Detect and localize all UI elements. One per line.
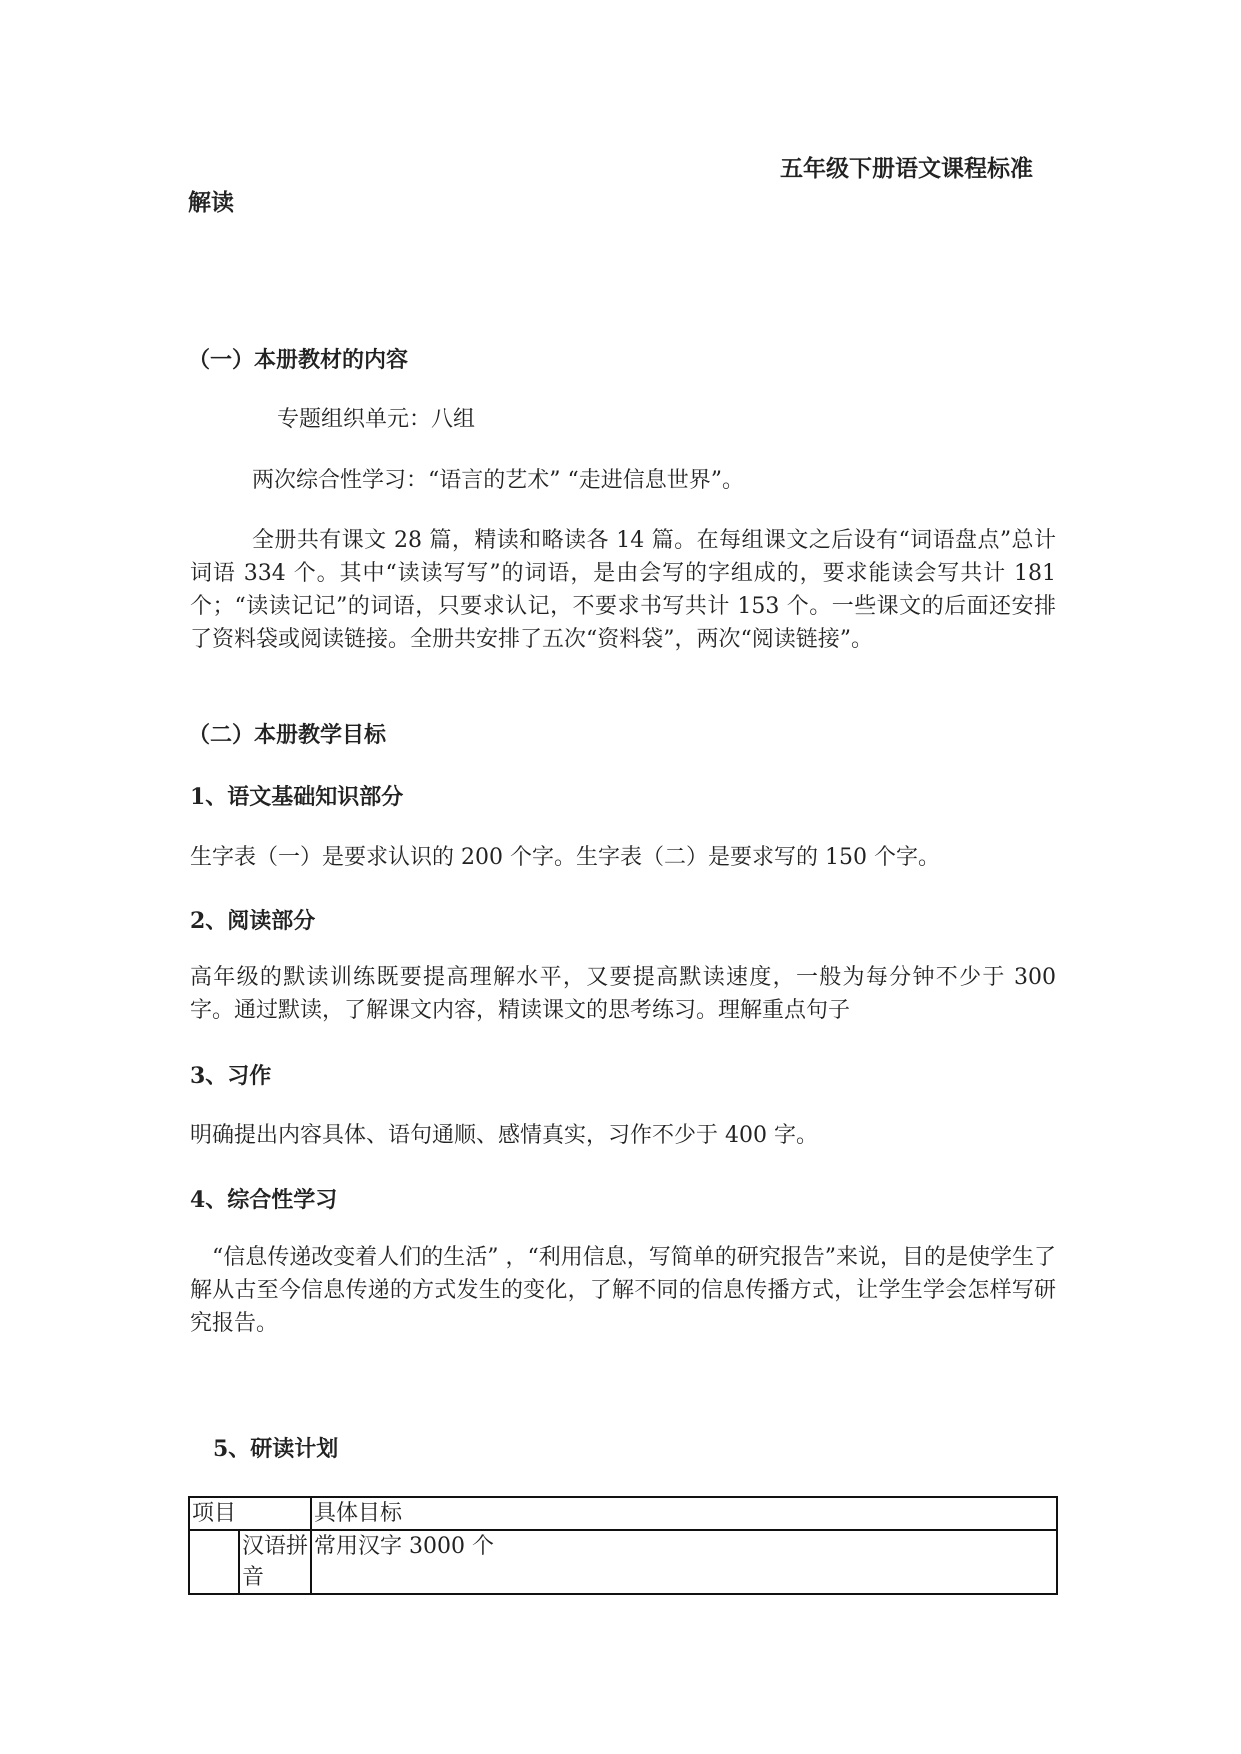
goal1-heading: 1、语文基础知识部分 (190, 784, 404, 810)
table-header-item: 项目 (189, 1497, 311, 1530)
table-row (189, 1530, 1057, 1594)
overview-paragraph: 全册共有课文 28 篇，精读和略读各 14 篇。在每组课文之后设有“词语盘点”总计词语 334 个。其中“读读写写”的词语，是由会写的字组成的，要求能读会写共计 181 个；“读读记记”的词语，只要求认记，不要求书写共计 153 个。一些课文的后面还安排了资料袋或阅读链接。全册共安排了五次“资料袋”，两次“阅读链接”。 (190, 528, 1056, 652)
goal1-text: 生字表（一）是要求认识的 200 个字。生字表（二）是要求写的 150 个字。 (190, 845, 940, 870)
table-cell-empty (189, 1530, 239, 1594)
table-cell-subitem: 汉语拼音 (239, 1530, 311, 1594)
document-title-line2: 解读 (188, 189, 234, 216)
table-header-goal: 具体目标 (311, 1497, 1057, 1530)
goal3-heading: 3、习作 (190, 1063, 272, 1089)
goal4-text: “信息传递改变着人们的生活” ，“利用信息，写简单的研究报告”来说，目的是使学生了解从古至今信息传递的方式发生的变化，了解不同的信息传播方式，让学生学会怎样写研究报告。 (190, 1245, 1056, 1336)
comprehensive-learning-text: 两次综合性学习：“语言的艺术” “走进信息世界”。 (252, 468, 744, 493)
goal4-heading: 4、综合性学习 (190, 1187, 338, 1213)
table-cell-goal: 常用汉字 3000 个 (311, 1530, 1057, 1594)
study-plan-table (188, 1496, 1058, 1595)
table-row (189, 1497, 1057, 1530)
goal3-text: 明确提出内容具体、语句通顺、感情真实，习作不少于 400 字。 (190, 1123, 818, 1148)
section2-heading: （二）本册教学目标 (188, 722, 387, 748)
goal2-text: 高年级的默读训练既要提高理解水平，又要提高默读速度，一般为每分钟不少于 300 字。通过默读，了解课文内容，精读课文的思考练习。理解重点句子 (190, 965, 1056, 1023)
section5-heading: 5、研读计划 (213, 1436, 339, 1462)
section1-heading: （一）本册教材的内容 (188, 347, 409, 373)
units-text: 专题组织单元：八组 (277, 407, 476, 432)
document-title-line1: 五年级下册语文课程标准 (780, 155, 1033, 182)
goal2-heading: 2、阅读部分 (190, 908, 316, 934)
